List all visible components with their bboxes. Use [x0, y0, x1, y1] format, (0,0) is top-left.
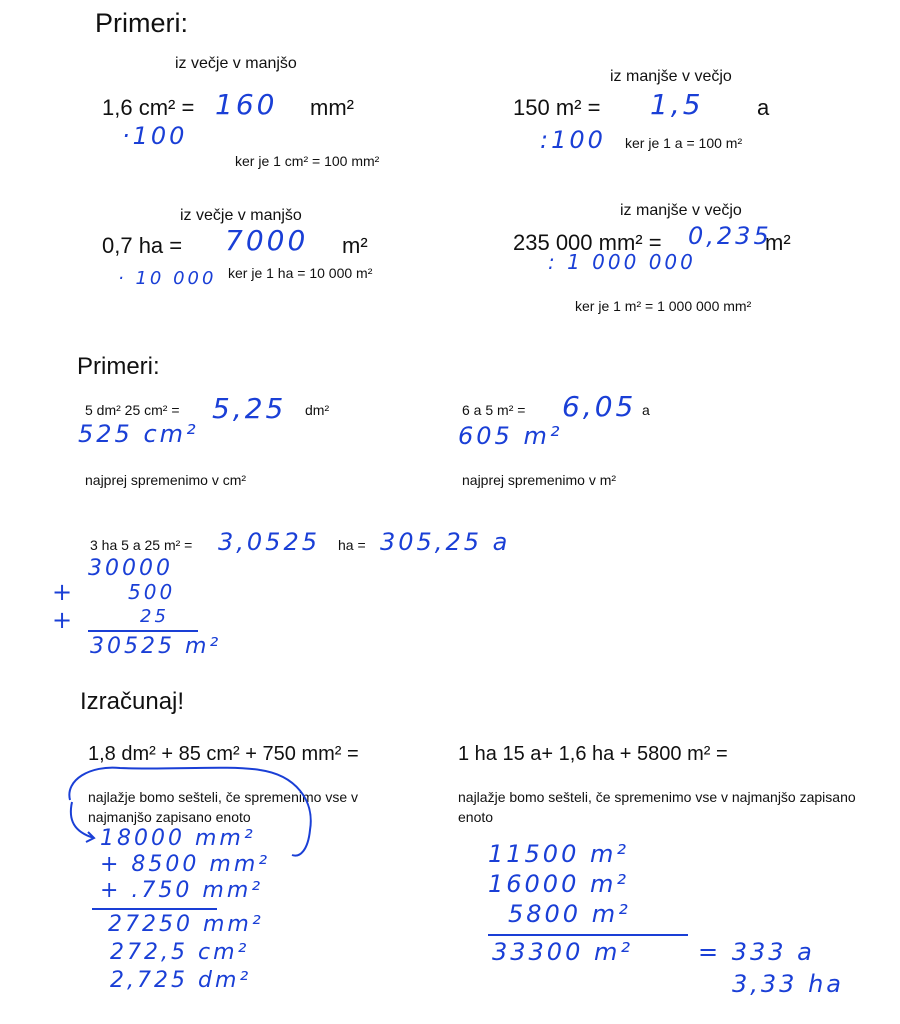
ex1-unit: mm²	[310, 95, 354, 120]
task2-work-line3: 5800 m²	[508, 900, 631, 928]
section2-title: Primeri:	[77, 353, 160, 380]
ex4-heading: iz manjše v večjo	[620, 202, 742, 219]
s2-ex1-work: 525 cm²	[78, 420, 199, 448]
ex4-note: : 1 000 000	[548, 250, 696, 274]
s2-ex3-work-line2: 500	[128, 580, 176, 604]
s2-ex2-left: 6 a 5 m² =	[462, 402, 526, 418]
task1-work-line1: 18000 mm²	[100, 826, 256, 851]
task2-work-line2: 16000 m²	[488, 870, 629, 898]
ex3-note: · 10 000	[118, 268, 217, 289]
task1-work-line3: + .750 mm²	[100, 878, 264, 903]
s2-ex3-mid: ha =	[338, 537, 366, 553]
s2-ex1-note: najprej spremenimo v cm²	[85, 472, 247, 488]
s2-ex3-work-total: 30525 m²	[90, 634, 222, 659]
task2-note: najlažje bomo sešteli, če spremenimo vse v najmanjšo zapisano enoto	[458, 789, 856, 825]
task1-work-total: 27250 mm²	[108, 912, 264, 937]
ex2-left: 150 m² =	[513, 95, 601, 120]
section3-title: Izračunaj!	[80, 688, 185, 715]
ex3-reason: ker je 1 ha = 10 000 m²	[228, 265, 373, 281]
ex1-heading: iz večje v manjšo	[175, 55, 297, 72]
sum-line	[92, 908, 217, 910]
sum-line	[488, 934, 688, 936]
sum-line	[88, 630, 198, 632]
task1-work-line2: + 8500 mm²	[100, 852, 271, 877]
s2-ex2-unit: a	[642, 402, 650, 418]
ex1-reason: ker je 1 cm² = 100 mm²	[235, 153, 380, 169]
s2-ex1-answer: 5,25	[212, 392, 287, 425]
ex1-left: 1,6 cm² =	[102, 95, 195, 120]
ex3-left: 0,7 ha =	[102, 233, 183, 258]
ex4-unit: m²	[765, 230, 791, 255]
ex4-reason: ker je 1 m² = 1 000 000 mm²	[575, 298, 752, 314]
ex4-left: 235 000 mm² =	[513, 230, 662, 255]
ex2-heading: iz manjše v večjo	[610, 68, 732, 85]
ex3-unit: m²	[342, 233, 368, 258]
task2-result2: 3,33 ha	[732, 970, 844, 998]
task2-work-line1: 11500 m²	[488, 840, 629, 868]
s2-ex1-left: 5 dm² 25 cm² =	[85, 402, 180, 418]
ex1-answer: 160	[215, 88, 278, 121]
ex2-unit: a	[757, 95, 770, 120]
plus-sign: +	[52, 606, 76, 634]
ex3-answer: 7000	[225, 224, 309, 257]
ex2-note: :100	[540, 126, 606, 154]
ex4-answer: 0,235	[688, 222, 772, 250]
task2-expr: 1 ha 15 a+ 1,6 ha + 5800 m² =	[458, 743, 728, 765]
task1-expr: 1,8 dm² + 85 cm² + 750 mm² =	[88, 743, 359, 765]
s2-ex2-work: 605 m²	[458, 422, 563, 450]
s2-ex2-note: najprej spremenimo v m²	[462, 472, 617, 488]
s2-ex3-work-line1: 30000	[88, 556, 173, 581]
s2-ex2-answer: 6,05	[562, 390, 637, 423]
s2-ex3-answer1: 3,0525	[218, 528, 320, 556]
task2-result1: = 333 a	[698, 938, 815, 966]
task1-note: najlažje bomo sešteli, če spremenimo vse v najmanjšo zapisano enoto	[88, 789, 359, 825]
task1-work-dm: 2,725 dm²	[110, 968, 252, 993]
ex1-note: ·100	[122, 122, 188, 150]
s2-ex1-unit: dm²	[305, 402, 330, 418]
plus-sign: +	[52, 578, 76, 606]
task1-work-cm: 272,5 cm²	[110, 940, 250, 965]
ex2-answer: 1,5	[650, 88, 704, 121]
s2-ex3-answer2: 305,25 a	[380, 528, 511, 556]
ex3-heading: iz večje v manjšo	[180, 207, 302, 224]
task2-work-total: 33300 m²	[492, 938, 633, 966]
ex2-reason: ker je 1 a = 100 m²	[625, 135, 743, 151]
conversion-arrow-icon	[60, 760, 340, 870]
s2-ex3-work-line3: 25	[140, 606, 169, 627]
section1-title: Primeri:	[95, 8, 188, 38]
s2-ex3-left: 3 ha 5 a 25 m² =	[90, 537, 193, 553]
